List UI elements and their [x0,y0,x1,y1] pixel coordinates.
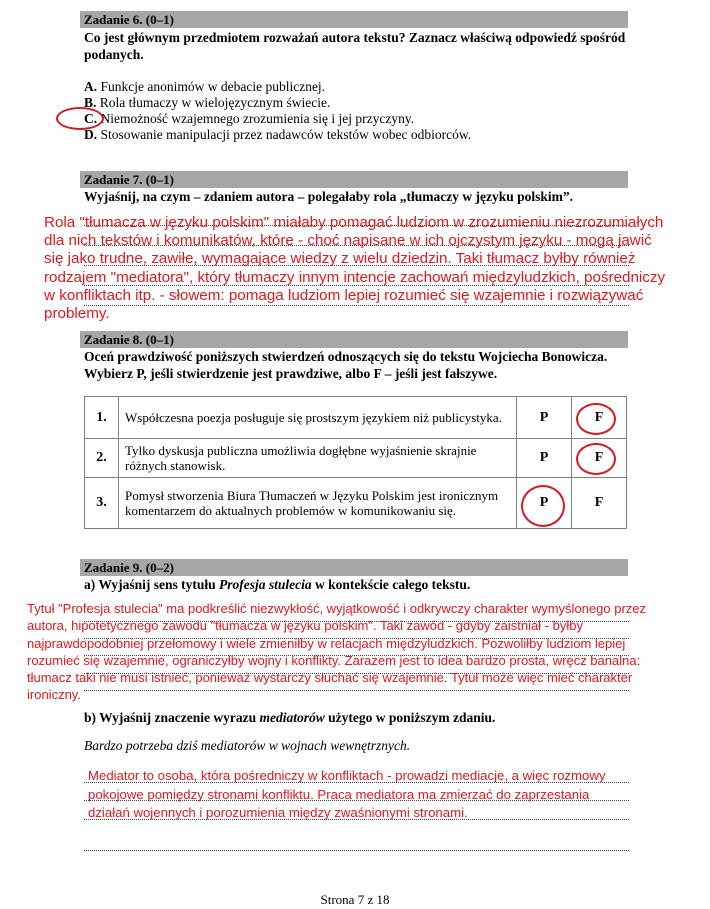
false-option[interactable]: F [572,478,627,529]
answer-line: ironiczny. [27,687,81,703]
row-number: 3. [85,478,119,529]
selected-answer-circle [56,107,104,130]
answer-line: Mediator to osoba, która pośredniczy w konfliktach - prowadzi mediacje, a więc rozmowy [88,768,606,783]
answer-line: problemy. [44,305,110,323]
true-option[interactable]: P [517,439,572,478]
task6-header: Zadanie 6. (0–1) [80,11,628,28]
answer-circle-row1 [576,403,616,435]
task7-header: Zadanie 7. (0–1) [80,171,628,188]
task6-option-c[interactable] [84,111,414,127]
page-number: Strona 7 z 18 [320,892,390,907]
false-option[interactable]: F [572,397,627,439]
false-option[interactable]: F [572,439,627,478]
task7-question: Wyjaśnij, na czym – zdaniem autora – polegałaby rola „tłumaczy w języku polskim”. [84,189,573,204]
answer-line: autora, hipotetycznego zawodu "tłumacza w języku polskim". Taki zawód - gdyby zaistniał - byłby [27,618,583,634]
answer-line: rodzajem "mediatora", który tłumaczy innym intencje zachowań międzyludzkich, pośredniczy [44,268,666,286]
answer-line: się jako trudne, zawiłe, wymagające wiedzy z wielu dziedzin. Taki tłumacz byłby również [44,250,636,268]
option-text: Funkcje anonimów w debacie publicznej. [100,79,326,94]
option-letter: C. [84,111,98,126]
answer-line: rozumieć się wzajemnie, ograniczyłby wojny i konflikty. Zarazem jest to idea bardzo prosta, wręcz banalna: [27,652,641,668]
table-row [85,439,627,478]
task8-header: Zadanie 8. (0–1) [80,331,628,348]
task9a-handwritten-answer[interactable] [27,600,692,704]
answer-line: w konfliktach itp. - słowem: pomaga ludziom lepiej rozumieć się wzajemnie i rozwiązywać [44,286,644,304]
statement-text: Współczesna poezja posługuje się prostszym językiem niż publicystyka. [119,397,517,439]
suffix: w kontekście całego tekstu. [311,577,471,592]
task7-handwritten-answer[interactable] [44,214,684,323]
statement-text: Pomysł stworzenia Biura Tłumaczeń w Języku Polskim jest ironicznym komentarzem do aktualnych problemów w komunikowaniu się. [119,478,517,529]
answer-line: Rola "tłumacza w języku polskim" miałaby pomagać ludziom w zrozumieniu niezrozumiałych [44,214,664,231]
task9-quote: Bardzo potrzeba dziś mediatorów w wojnach wewnętrznych. [84,738,411,753]
answer-circle-row2 [576,443,616,475]
table-row [85,397,627,439]
suffix: użytego w poniższym zdaniu. [324,710,496,725]
option-text: Niemożność wzajemnego zrozumienia się i jej przyczyny. [100,111,415,126]
task9-part-b-question [84,709,629,726]
true-option[interactable]: P [517,478,572,529]
task6-option-b[interactable] [84,95,330,111]
answer-circle-row3 [521,485,565,527]
answer-dotted-line [84,850,629,851]
option-text: Rola tłumaczy w wielojęzycznym świecie. [99,95,331,110]
statement-text: Tylko dyskusja publiczna umożliwia dogłębne wyjaśnienie skrajnie różnych stanowisk. [119,439,517,478]
prefix: b) Wyjaśnij znaczenie wyrazu [84,710,260,725]
answer-line: dla nich tekstów i komunikatów, które - choć napisane w ich ojczystym języku - mogą jawić [44,232,652,250]
task9-part-a-question [84,576,629,593]
option-letter: A. [84,79,98,94]
option-letter: B. [84,95,97,110]
answer-line: działań wojennych i porozumienia między zwaśnionymi stronami. [88,805,468,820]
task6-option-a[interactable] [84,79,325,95]
answer-line: Tytuł "Profesja stulecia" ma podkreślić niezwykłość, wyjątkowość i odkrywczy charakter wymyślonego przez [27,601,646,616]
row-number: 1. [85,397,119,439]
row-number: 2. [85,439,119,478]
title-phrase: Profesja stulecia [219,577,312,592]
prefix: a) Wyjaśnij sens tytułu [84,577,220,592]
option-letter: D. [84,127,98,142]
answer-line: najprawdopodobniej przełomowy i wiele zmieniłby w relacjach międzyludzkich. Pozwoliłby ludziom lepiej [27,635,626,651]
task9b-handwritten-answer[interactable] [88,767,643,823]
answer-line: pokojowe pomiędzy stronami konfliktu. Praca mediatora ma zmierzać do zaprzestania [88,786,590,802]
true-option[interactable]: P [517,397,572,439]
task9-header: Zadanie 9. (0–2) [80,559,628,576]
answer-line: tłumacz taki nie musi istnieć, ponieważ wystarczy słuchać się wzajemnie. Tytuł może więc mieć charakter [27,670,633,686]
task8-question: Oceń prawdziwość poniższych stwierdzeń odnoszących się do tekstu Wojciecha Bonowicza. Wybierz P, jeśli stwierdzenie jest prawdziwe, albo F – jeśli jest fałszywe. [84,349,608,381]
task6-option-d[interactable] [84,127,471,143]
task6-question: Co jest głównym przedmiotem rozważań autora tekstu? Zaznacz właściwą odpowiedź spośród podanych. [84,30,626,62]
option-text: Stosowanie manipulacji przez nadawców tekstów wobec odbiorców. [100,127,472,142]
term: mediatorów [259,710,325,725]
